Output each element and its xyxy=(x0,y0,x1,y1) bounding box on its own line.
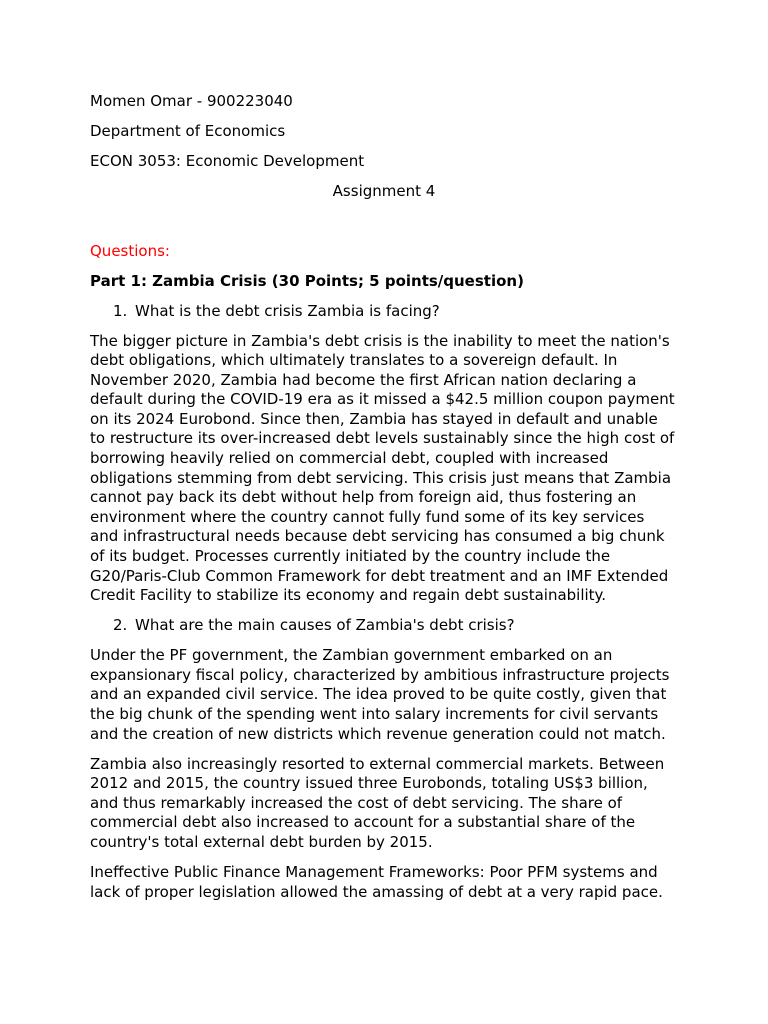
text-line: Credit Facility to stabilize its economy and regain debt sustainability. xyxy=(90,586,607,605)
text-line: and thus remarkably increased the cost of debt servicing. The share of xyxy=(90,793,623,812)
text-line: cannot pay back its debt without help from foreign aid, thus fostering an xyxy=(90,488,637,507)
text-line: and an expanded civil service. The idea proved to be quite costly, given that xyxy=(90,685,667,704)
text-line: Under the PF government, the Zambian government embarked on an xyxy=(90,646,613,665)
text-line: Zambia also increasingly resorted to external commercial markets. Between xyxy=(90,754,665,773)
text-line: 2012 and 2015, the country issued three Eurobonds, totaling US$3 billion, xyxy=(90,774,648,793)
question-number: 2. xyxy=(113,616,128,635)
course-line: ECON 3053: Economic Development xyxy=(90,151,365,170)
question-2 xyxy=(90,616,690,636)
text-line: country's total external debt burden by 2015. xyxy=(90,832,433,851)
answer-paragraph xyxy=(90,755,690,853)
department-line: Department of Economics xyxy=(90,121,286,140)
question-text: What are the main causes of Zambia's debt crisis? xyxy=(135,616,515,635)
text-line: and infrastructural needs because debt servicing has consumed a big chunk xyxy=(90,527,665,546)
text-line: borrowing heavily relied on commercial debt, coupled with increased xyxy=(90,449,609,468)
answer-paragraph xyxy=(90,863,690,902)
answer-paragraph xyxy=(90,646,690,744)
question-1 xyxy=(90,302,690,322)
answer-paragraph xyxy=(90,332,690,606)
text-line: the big chunk of the spending went into salary increments for civil servants xyxy=(90,704,659,723)
text-line: to restructure its over-increased debt levels sustainably since the high cost of xyxy=(90,429,675,448)
text-line: obligations stemming from debt servicing. This crisis just means that Zambia xyxy=(90,468,672,487)
document-page xyxy=(90,92,690,912)
text-line: debt obligations, which ultimately translates to a sovereign default. In xyxy=(90,351,618,370)
text-line: expansionary fiscal policy, characterized by ambitious infrastructure projects xyxy=(90,665,670,684)
part-heading: Part 1: Zambia Crisis (30 Points; 5 points/question) xyxy=(90,271,524,290)
text-line: default during the COVID-19 era as it missed a $42.5 million coupon payment xyxy=(90,390,675,409)
question-text: What is the debt crisis Zambia is facing? xyxy=(135,301,440,320)
text-line: environment where the country cannot fully fund some of its key services xyxy=(90,507,645,526)
author-line: Momen Omar - 900223040 xyxy=(90,92,293,110)
text-line: G20/Paris-Club Common Framework for debt treatment and an IMF Extended xyxy=(90,566,669,585)
text-line: November 2020, Zambia had become the first African nation declaring a xyxy=(90,370,637,389)
question-number: 1. xyxy=(113,301,128,320)
text-line: and the creation of new districts which revenue generation could not match. xyxy=(90,724,666,743)
text-line: of its budget. Processes currently initiated by the country include the xyxy=(90,547,611,566)
text-line: on its 2024 Eurobond. Since then, Zambia has stayed in default and unable xyxy=(90,409,658,428)
text-line: lack of proper legislation allowed the amassing of debt at a very rapid pace. xyxy=(90,882,663,901)
text-line: Ineffective Public Finance Management Frameworks: Poor PFM systems and xyxy=(90,862,658,881)
assignment-title: Assignment 4 xyxy=(332,181,436,200)
text-line: commercial debt also increased to account for a substantial share of the xyxy=(90,813,636,832)
questions-label: Questions: xyxy=(90,241,170,260)
text-line: The bigger picture in Zambia's debt crisis is the inability to meet the nation's xyxy=(90,331,670,350)
